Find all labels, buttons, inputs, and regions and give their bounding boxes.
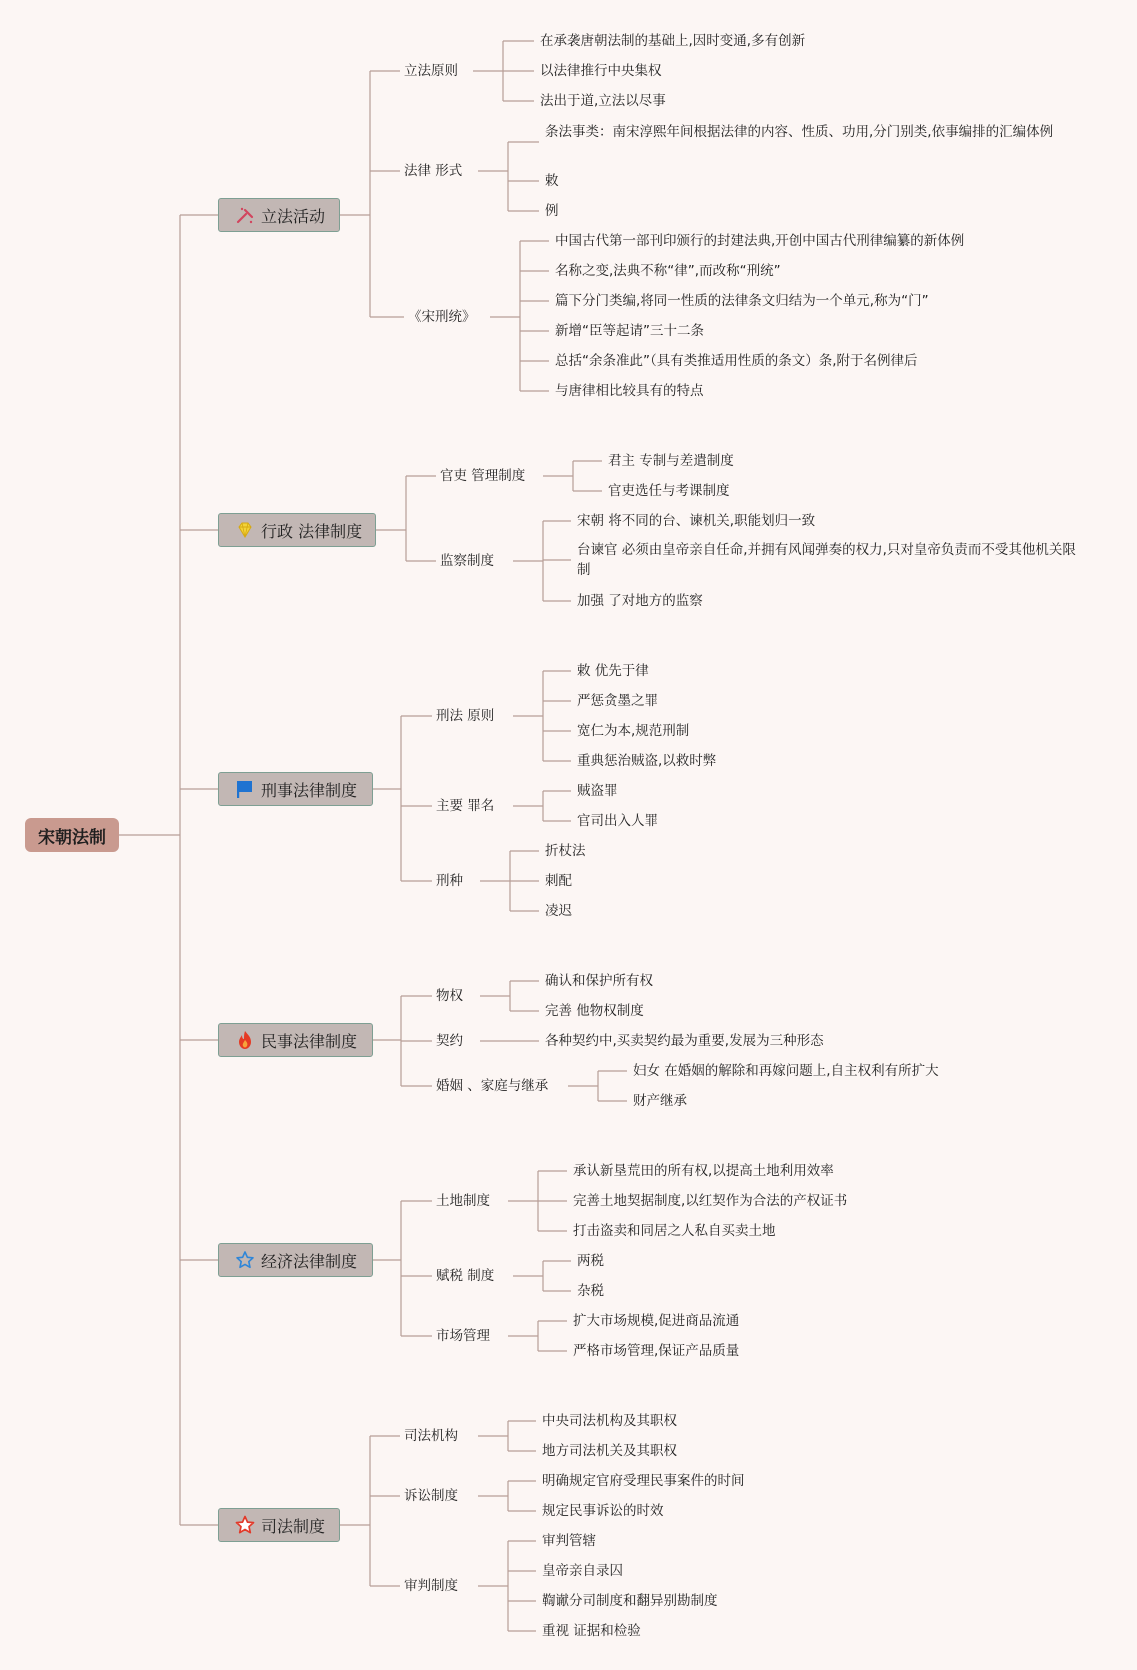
subtopic-node[interactable]: 官吏 管理制度	[440, 468, 526, 484]
leaf-node[interactable]: 台谏官 必须由皇帝亲自任命,并拥有风闻弹奏的权力,只对皇帝负责而不受其他机关限制	[577, 542, 1076, 578]
leaf-node[interactable]: 皇帝亲自录囚	[542, 1563, 623, 1579]
category-label: 民事法律制度	[261, 1031, 358, 1051]
category-label: 立法活动	[261, 206, 326, 226]
subtopic-node[interactable]: 市场管理	[436, 1328, 490, 1344]
category-label: 司法制度	[261, 1516, 326, 1536]
subtopic-node[interactable]: 监察制度	[440, 553, 494, 569]
leaf-node[interactable]: 官司出入人罪	[577, 813, 658, 829]
leaf-node[interactable]: 法出于道,立法以尽事	[540, 93, 666, 109]
leaf-node[interactable]: 财产继承	[633, 1093, 687, 1109]
subtopic-node[interactable]: 立法原则	[404, 63, 458, 79]
star-outline-icon	[235, 1250, 255, 1270]
leaf-node[interactable]: 官吏选任与考课制度	[608, 483, 730, 499]
leaf-node[interactable]: 各种契约中,买卖契约最为重要,发展为三种形态	[545, 1033, 824, 1049]
subtopic-node[interactable]: 《宋刑统》	[408, 309, 476, 325]
leaf-node[interactable]: 杂税	[577, 1283, 604, 1299]
leaf-node[interactable]: 承认新垦荒田的所有权,以提高土地利用效率	[573, 1163, 834, 1179]
leaf-node[interactable]: 完善 他物权制度	[545, 1003, 644, 1019]
leaf-node[interactable]: 刺配	[545, 873, 572, 889]
subtopic-node[interactable]: 诉讼制度	[404, 1488, 458, 1504]
leaf-node[interactable]: 宽仁为本,规范刑制	[577, 723, 690, 739]
leaf-node[interactable]: 总括“余条准此”（具有类推适用性质的条文）条,附于名例律后	[555, 353, 918, 369]
leaf-node[interactable]: 审判管辖	[542, 1533, 596, 1549]
leaf-node[interactable]: 与唐律相比较具有的特点	[555, 383, 704, 399]
subtopic-node[interactable]: 土地制度	[436, 1193, 490, 1209]
category-label: 经济法律制度	[261, 1251, 358, 1271]
leaf-node[interactable]: 君主 专制与差遣制度	[608, 453, 734, 469]
leaf-node[interactable]: 条法事类：南宋淳熙年间根据法律的内容、性质、功用,分门别类,依事编排的汇编体例	[545, 124, 1054, 140]
leaf-node[interactable]: 地方司法机关及其职权	[542, 1443, 677, 1459]
leaf-node[interactable]: 确认和保护所有权	[545, 973, 653, 989]
subtopic-node[interactable]: 物权	[436, 988, 463, 1004]
leaf-node[interactable]: 打击盗卖和同居之人私自买卖土地	[573, 1223, 776, 1239]
subtopic-node[interactable]: 审判制度	[404, 1578, 458, 1594]
category-label: 刑事法律制度	[261, 780, 358, 800]
category-label: 行政 法律制度	[261, 521, 363, 541]
leaf-node[interactable]: 重视 证据和检验	[542, 1623, 641, 1639]
leaf-node[interactable]: 敕 优先于律	[577, 663, 649, 679]
leaf-node[interactable]: 折杖法	[545, 843, 586, 859]
subtopic-node[interactable]: 刑法 原则	[436, 708, 495, 724]
leaf-node[interactable]: 例	[545, 203, 559, 219]
leaf-node[interactable]: 妇女 在婚姻的解除和再嫁问题上,自主权利有所扩大	[633, 1063, 939, 1079]
category-node-3[interactable]	[218, 1023, 373, 1057]
leaf-node[interactable]: 加强 了对地方的监察	[577, 593, 703, 609]
subtopic-node[interactable]: 司法机构	[404, 1428, 458, 1444]
leaf-node[interactable]: 严惩贪墨之罪	[577, 693, 658, 709]
subtopic-node[interactable]: 主要 罪名	[436, 798, 495, 814]
star-red-icon	[235, 1515, 255, 1535]
leaf-node[interactable]: 中国古代第一部刊印颁行的封建法典,开创中国古代刑律编纂的新体例	[555, 233, 965, 249]
category-node-5[interactable]	[218, 1508, 340, 1542]
category-node-2[interactable]	[218, 772, 373, 806]
leaf-node[interactable]: 篇下分门类编,将同一性质的法律条文归结为一个单元,称为“门”	[555, 293, 929, 309]
fire-icon	[235, 1030, 255, 1050]
flag-icon	[235, 779, 255, 799]
leaf-node[interactable]: 敕	[545, 173, 559, 189]
category-node-0[interactable]	[218, 198, 340, 232]
leaf-node[interactable]: 规定民事诉讼的时效	[542, 1503, 664, 1519]
subtopic-node[interactable]: 法律 形式	[404, 163, 463, 179]
leaf-node[interactable]: 新增“臣等起请”三十二条	[555, 323, 704, 339]
leaf-node[interactable]: 扩大市场规模,促进商品流通	[573, 1313, 740, 1329]
leaf-node[interactable]: 以法律推行中央集权	[540, 63, 662, 79]
leaf-node[interactable]: 完善土地契据制度,以红契作为合法的产权证书	[573, 1193, 848, 1209]
category-node-4[interactable]	[218, 1243, 373, 1277]
pencil-hammer-icon	[235, 205, 255, 225]
leaf-node[interactable]: 中央司法机构及其职权	[542, 1413, 677, 1429]
leaf-node[interactable]: 鞫谳分司制度和翻异别勘制度	[542, 1593, 718, 1609]
leaf-node[interactable]: 两税	[577, 1253, 604, 1269]
root-node[interactable]: 宋朝法制	[25, 818, 119, 852]
category-node-1[interactable]	[218, 513, 376, 547]
subtopic-node[interactable]: 婚姻 、家庭与继承	[436, 1078, 549, 1094]
leaf-node[interactable]: 宋朝 将不同的台、谏机关,职能划归一致	[577, 513, 816, 529]
leaf-node[interactable]: 重典惩治贼盗,以救时弊	[577, 753, 717, 769]
leaf-node[interactable]: 严格市场管理,保证产品质量	[573, 1343, 740, 1359]
leaf-node[interactable]: 名称之变,法典不称“律”,而改称“刑统”	[555, 263, 781, 279]
subtopic-node[interactable]: 刑种	[436, 873, 463, 889]
leaf-node[interactable]: 明确规定官府受理民事案件的时间	[542, 1473, 745, 1489]
leaf-node[interactable]: 贼盗罪	[577, 783, 618, 799]
leaf-node[interactable]: 在承袭唐朝法制的基础上,因时变通,多有创新	[540, 33, 806, 49]
subtopic-node[interactable]: 契约	[436, 1033, 463, 1049]
leaf-node[interactable]: 凌迟	[545, 903, 572, 919]
subtopic-node[interactable]: 赋税 制度	[436, 1268, 495, 1284]
diamond-icon	[235, 520, 255, 540]
